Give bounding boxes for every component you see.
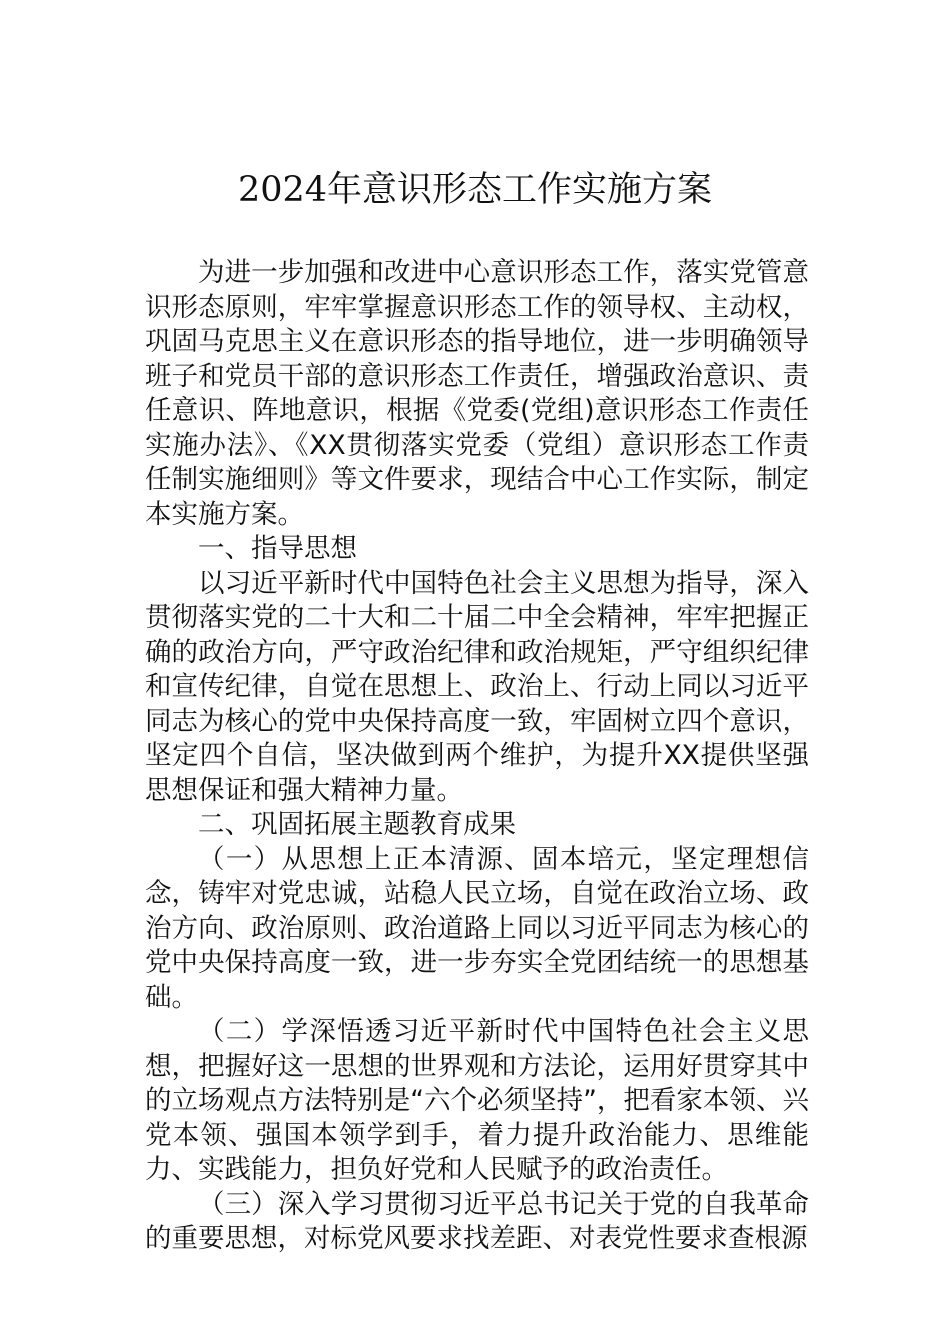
document-body	[145, 256, 809, 1257]
section-heading-guiding-thought: 一、指导思想	[198, 533, 357, 564]
paragraph-intro: 为进一步加强和改进中心意识形态工作，落实党管意识形态原则，牢牢掌握意识形态工作的领导权、主动权，巩固马克思主义在意识形态的指导地位，进一步明确领导班子和党员干部的意识形态工作责任，增强政治意识、责任意识、阵地意识，根据《党委(党组)意识形态工作责任实施办法》、《XX贯彻落实党委（党组）意识形态工作责任制实施细则》等文件要求，现结合中心工作实际，制定本实施方案。	[145, 257, 809, 530]
paragraph-item-2: （二）学深悟透习近平新时代中国特色社会主义思想，把握好这一思想的世界观和方法论，运用好贯穿其中的立场观点方法特别是“六个必须坚持”，把看家本领、兴党本领、强国本领学到手，着力提升政治能力、思维能力、实践能力，担负好党和人民赋予的政治责任。	[145, 1016, 809, 1185]
document-title: 2024年意识形态工作实施方案	[237, 170, 713, 210]
section-heading-consolidate: 二、巩固拓展主题教育成果	[198, 809, 516, 840]
paragraph-item-3: （三）深入学习贯彻习近平总书记关于党的自我革命的重要思想，对标党风要求找差距、对表党性要求查根源	[145, 1188, 809, 1254]
paragraph-item-1: （一）从思想上正本清源、固本培元，坚定理想信念，铸牢对党忠诚，站稳人民立场，自觉在政治立场、政治方向、政治原则、政治道路上同以习近平同志为核心的党中央保持高度一致，进一步夯实全党团结统一的思想基础。	[145, 843, 809, 1013]
paragraph-guiding-thought: 以习近平新时代中国特色社会主义思想为指导，深入贯彻落实党的二十大和二十届二中全会精神，牢牢把握正确的政治方向，严守政治纪律和政治规矩，严守组织纪律和宣传纪律，自觉在思想上、政治上、行动上同以习近平同志为核心的党中央保持高度一致，牢固树立四个意识，坚定四个自信，坚决做到两个维护，为提升XX提供坚强思想保证和强大精神力量。	[145, 567, 809, 806]
